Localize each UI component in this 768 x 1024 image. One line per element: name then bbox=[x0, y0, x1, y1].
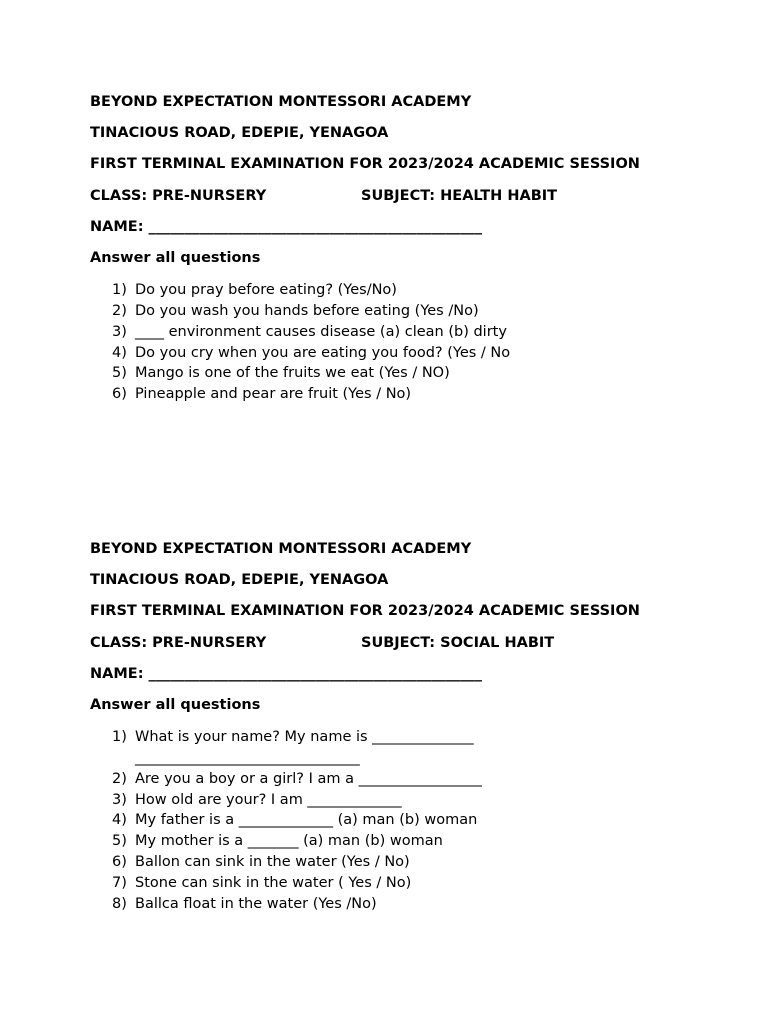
question-number: 4) bbox=[112, 344, 127, 361]
question-number: 5) bbox=[112, 365, 127, 382]
question-item bbox=[112, 384, 690, 405]
class-label: CLASS: PRE-NURSERY bbox=[90, 634, 267, 651]
question-number: 4) bbox=[112, 812, 127, 829]
school-address: TINACIOUS ROAD, EDEPIE, YENAGOA bbox=[90, 572, 389, 589]
class-label: CLASS: PRE-NURSERY bbox=[90, 187, 267, 204]
question-text: Stone can sink in the water ( Yes / No) bbox=[135, 874, 412, 891]
question-text: Ballca float in the water (Yes /No) bbox=[135, 895, 377, 912]
name-line: NAME: ______________________________________________ bbox=[90, 218, 483, 235]
question-number: 1) bbox=[112, 729, 127, 746]
question-number: 3) bbox=[112, 323, 127, 340]
question-number: 5) bbox=[112, 833, 127, 850]
school-name: BEYOND EXPECTATION MONTESSORI ACADEMY bbox=[90, 94, 472, 110]
question-number: 6) bbox=[112, 853, 127, 870]
question-text: Pineapple and pear are fruit (Yes / No) bbox=[135, 386, 412, 403]
subject-label: SUBJECT: SOCIAL HABIT bbox=[361, 634, 555, 651]
question-number: 1) bbox=[112, 282, 127, 299]
question-item bbox=[112, 322, 690, 343]
name-line: NAME: ______________________________________________ bbox=[90, 665, 483, 682]
question-item bbox=[112, 810, 690, 831]
question-item bbox=[112, 894, 690, 915]
question-number: 8) bbox=[112, 895, 127, 912]
question-text: What is your name? My name is _____________________________________________ bbox=[135, 729, 474, 766]
question-number: 3) bbox=[112, 791, 127, 808]
question-item bbox=[112, 727, 690, 769]
question-text: My mother is a _______ (a) man (b) woman bbox=[135, 833, 443, 850]
school-name: BEYOND EXPECTATION MONTESSORI ACADEMY bbox=[90, 541, 472, 557]
question-text: Ballon can sink in the water (Yes / No) bbox=[135, 853, 410, 870]
exam-title: FIRST TERMINAL EXAMINATION FOR 2023/2024 ACADEMIC SESSION bbox=[90, 156, 640, 173]
question-number: 6) bbox=[112, 386, 127, 403]
question-text: Mango is one of the fruits we eat (Yes / NO) bbox=[135, 365, 450, 382]
question-list bbox=[90, 280, 690, 405]
question-number: 2) bbox=[112, 302, 127, 319]
question-item bbox=[112, 852, 690, 873]
question-text: Do you wash you hands before eating (Yes /No) bbox=[135, 302, 479, 319]
question-text: ____ environment causes disease (a) clean (b) dirty bbox=[135, 323, 507, 340]
question-item bbox=[112, 831, 690, 852]
question-number: 2) bbox=[112, 770, 127, 787]
question-list bbox=[90, 727, 690, 914]
question-text: Do you cry when you are eating you food? (Yes / No bbox=[135, 344, 511, 361]
question-item bbox=[112, 343, 690, 364]
class-subject-row bbox=[90, 187, 690, 205]
instruction: Answer all questions bbox=[90, 249, 261, 266]
question-number: 7) bbox=[112, 874, 127, 891]
exam-sheet-health-habit bbox=[90, 93, 690, 405]
school-address: TINACIOUS ROAD, EDEPIE, YENAGOA bbox=[90, 125, 389, 142]
question-item bbox=[112, 790, 690, 811]
question-text: Do you pray before eating? (Yes/No) bbox=[135, 282, 397, 299]
question-text: Are you a boy or a girl? I am a _________________ bbox=[135, 770, 482, 787]
question-text: How old are your? I am _____________ bbox=[135, 791, 402, 808]
question-item bbox=[112, 873, 690, 894]
subject-label: SUBJECT: HEALTH HABIT bbox=[361, 187, 558, 204]
exam-sheet-social-habit bbox=[90, 540, 690, 914]
class-subject-row bbox=[90, 634, 690, 652]
exam-title: FIRST TERMINAL EXAMINATION FOR 2023/2024 ACADEMIC SESSION bbox=[90, 603, 640, 620]
instruction: Answer all questions bbox=[90, 696, 261, 713]
question-item bbox=[112, 301, 690, 322]
question-text: My father is a _____________ (a) man (b) woman bbox=[135, 812, 478, 829]
question-item bbox=[112, 280, 690, 301]
question-item bbox=[112, 769, 690, 790]
question-item bbox=[112, 363, 690, 384]
